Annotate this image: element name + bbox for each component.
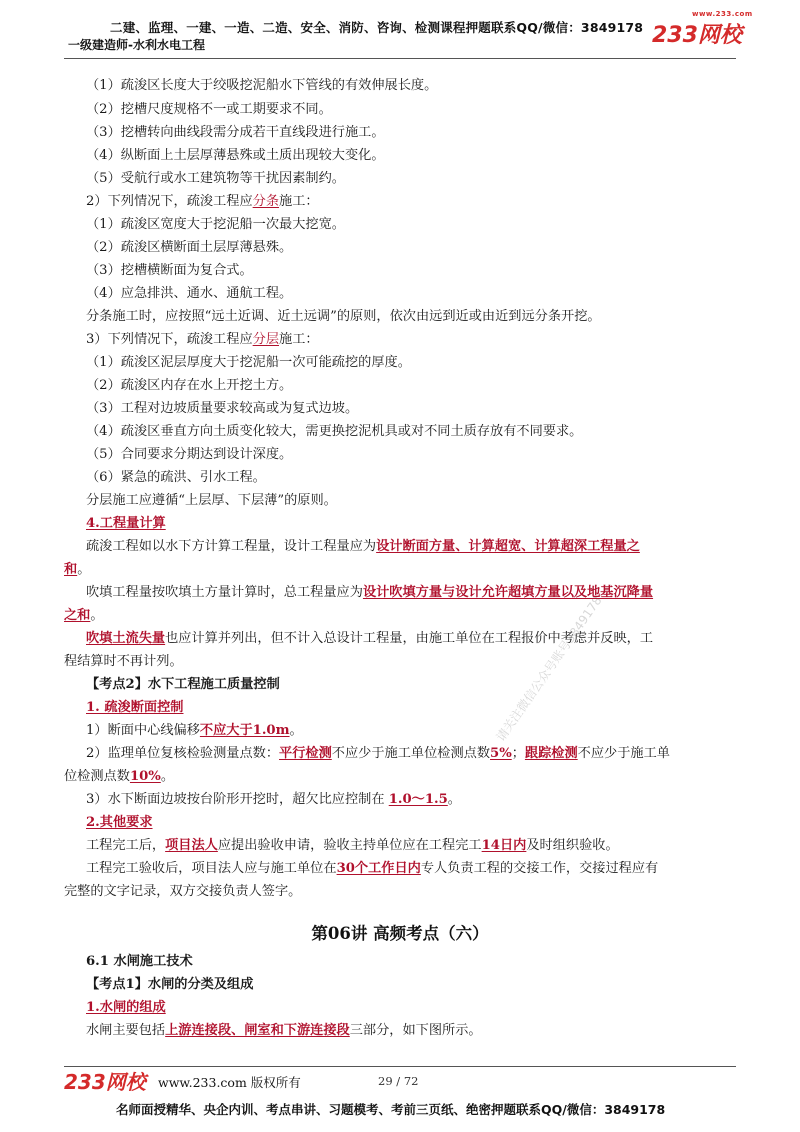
- watermark: 请关注微信公众号账号3849178: [493, 593, 605, 744]
- paragraph: 之和。: [64, 608, 104, 623]
- paragraph: （5）合同要求分期达到设计深度。: [86, 447, 293, 462]
- keyword-fentiao: 分条: [252, 194, 280, 209]
- keyword-design-volume: 设计断面方量、计算超宽、计算超深工程量之: [376, 539, 640, 554]
- paragraph: （6）紧急的疏洪、引水工程。: [86, 470, 266, 485]
- logo-url: www.233.com: [692, 10, 753, 18]
- header-logo[interactable]: [652, 10, 753, 49]
- header-promo: 二建、监理、一建、一造、二造、安全、消防、咨询、检测课程押题联系QQ/微信：3849178: [110, 20, 644, 35]
- paragraph: 吹填工程量按吹填土方量计算时，总工程量应为设计吹填方量与设计允许超填方量以及地基沉降量: [86, 585, 654, 600]
- section-heading: 4.工程量计算: [86, 516, 166, 531]
- logo-text: 233网校: [652, 23, 742, 48]
- paragraph: 位检测点数10%。: [64, 769, 175, 784]
- keyword-loss: 吹填土流失量: [86, 631, 166, 646]
- paragraph: 工程完工后，项目法人应提出验收申请，验收主持单位应在工程完工14日内及时组织验收。: [86, 838, 619, 853]
- header-divider: [64, 58, 736, 59]
- paragraph: 1）断面中心线偏移不应大于1.0m。: [86, 723, 303, 738]
- paragraph: 3）水下断面边坡按台阶形开挖时，超欠比应控制在 1.0～1.5。: [86, 792, 461, 807]
- subsection-heading: 1.水闸的组成: [86, 1000, 166, 1015]
- footer-logo[interactable]: 233网校: [64, 1070, 146, 1094]
- kaodian-heading: 【考点1】水闸的分类及组成: [86, 977, 254, 992]
- paragraph: （4）疏浚区垂直方向土质变化较大，需更换挖泥机具或对不同土质存放有不同要求。: [86, 424, 583, 439]
- paragraph: 程结算时不再计列。: [64, 654, 183, 669]
- footer-divider: [64, 1066, 736, 1067]
- footer-site[interactable]: www.233.com 版权所有: [158, 1075, 301, 1090]
- paragraph: 水闸主要包括上游连接段、闸室和下游连接段三部分，如下图所示。: [86, 1023, 482, 1038]
- paragraph: （2）疏浚区内存在水上开挖土方。: [86, 378, 293, 393]
- paragraph: 工程完工验收后，项目法人应与施工单位在30个工作日内专人负责工程的交接工作，交接过程应有: [86, 861, 659, 876]
- paragraph: （4）纵断面上土层厚薄悬殊或土质出现较大变化。: [86, 148, 385, 163]
- paragraph: （4）应急排洪、通水、通航工程。: [86, 286, 293, 301]
- paragraph: 2）监理单位复核检验测量点数：平行检测不应少于施工单位检测点数5%；跟踪检测不应少于施工单: [86, 746, 670, 761]
- keyword-fenceng: 分层: [252, 332, 280, 347]
- paragraph: 和。: [64, 562, 91, 577]
- paragraph: 分层施工应遵循“上层厚、下层薄”的原则。: [86, 493, 337, 508]
- paragraph: 疏浚工程如以水下方计算工程量，设计工程量应为设计断面方量、计算超宽、计算超深工程量之: [86, 539, 640, 554]
- page-number: 29 / 72: [378, 1074, 419, 1088]
- paragraph: （1）疏浚区宽度大于挖泥船一次最大挖宽。: [86, 217, 345, 232]
- subsection-heading: 2.其他要求: [86, 815, 153, 830]
- footer-promo: 名师面授精华、央企内训、考点串讲、习题模考、考前三页纸、绝密押题联系QQ/微信：3849178: [116, 1102, 666, 1117]
- paragraph: （1）疏浚区长度大于绞吸挖泥船水下管线的有效伸展长度。: [86, 78, 438, 93]
- paragraph: 分条施工时，应按照“远土近调、近土远调”的原则，依次由远到近或由近到远分条开挖。: [86, 309, 601, 324]
- section-title: 6.1 水闸施工技术: [86, 954, 193, 969]
- subsection-heading: 1. 疏浚断面控制: [86, 700, 184, 715]
- paragraph: （3）挖槽转向曲线段需分成若干直线段进行施工。: [86, 125, 385, 140]
- paragraph: （3）工程对边坡质量要求较高或为复式边坡。: [86, 401, 359, 416]
- paragraph: 3）下列情况下，疏浚工程应分层施工：: [86, 332, 319, 347]
- paragraph: （2）疏浚区横断面土层厚薄悬殊。: [86, 240, 293, 255]
- paragraph: （2）挖槽尺度规格不一或工期要求不同。: [86, 102, 332, 117]
- paragraph: （1）疏浚区泥层厚度大于挖泥船一次可能疏挖的厚度。: [86, 355, 411, 370]
- paragraph: 完整的文字记录，双方交接负责人签字。: [64, 884, 302, 899]
- paragraph: （5）受航行或水工建筑物等干扰因素制约。: [86, 171, 345, 186]
- keyword-fill-volume: 设计吹填方量与设计允许超填方量以及地基沉降量: [362, 585, 654, 600]
- paragraph: （3）挖槽横断面为复合式。: [86, 263, 253, 278]
- header-subtitle: 一级建造师-水利水电工程: [68, 38, 205, 52]
- paragraph: 2）下列情况下，疏浚工程应分条施工：: [86, 194, 319, 209]
- paragraph: 吹填土流失量也应计算并列出，但不计入总设计工程量，由施工单位在工程报价中考虑并反映，工: [86, 631, 654, 646]
- kaodian-heading: 【考点2】水下工程施工质量控制: [86, 677, 280, 692]
- lecture-title: 第06讲 高频考点（六）: [311, 924, 489, 943]
